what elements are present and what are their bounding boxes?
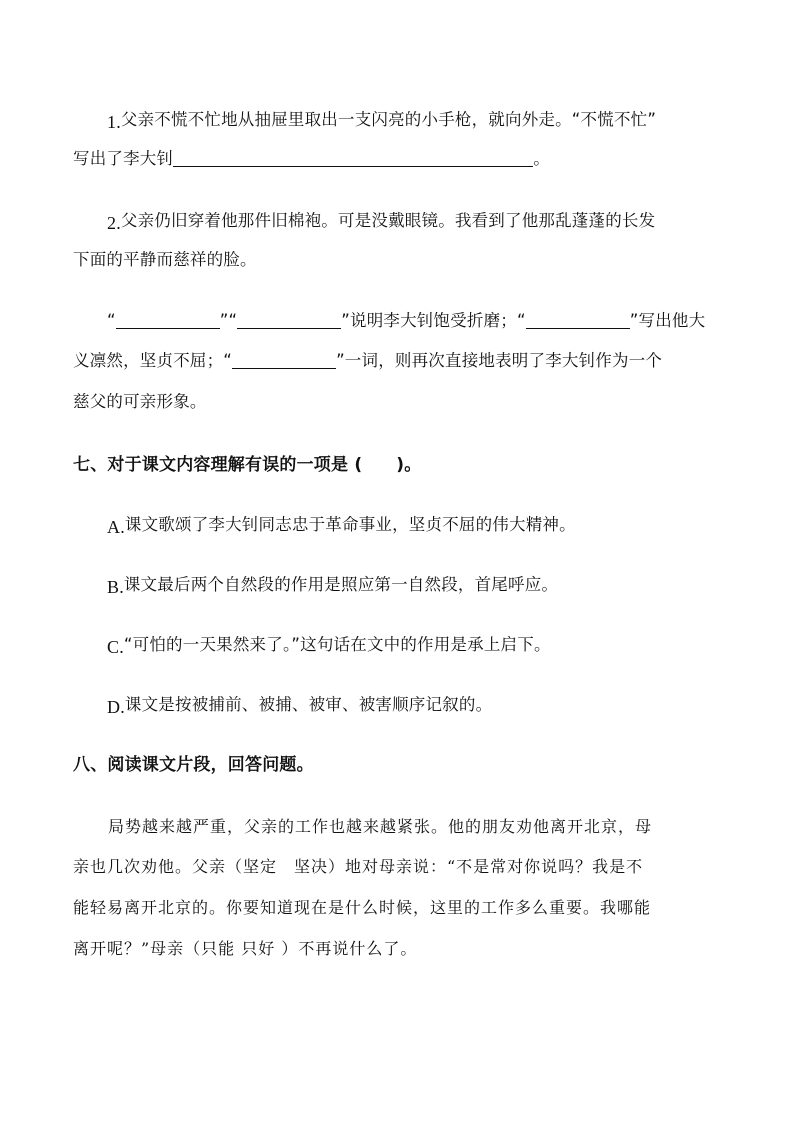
fill-text-2: ”写出他大 bbox=[629, 311, 706, 330]
option-a bbox=[107, 514, 576, 535]
option-d-text: 课文是按被捕前、被捕、被审、被害顺序记叙的。 bbox=[124, 695, 493, 714]
fill-quote-mid: ”“ bbox=[219, 311, 238, 330]
fill-blank-4[interactable] bbox=[232, 352, 336, 369]
fill-blank-1[interactable] bbox=[116, 312, 220, 329]
option-a-text: 课文歌颂了李大钊同志忠于革命事业，坚贞不屈的伟大精神。 bbox=[124, 515, 576, 534]
fill-text-4: ”一词，则再次直接地表明了李大钊作为一个 bbox=[336, 351, 663, 370]
fill-line1 bbox=[107, 311, 705, 331]
section8-title: 八、阅读课文片段，回答问题。 bbox=[73, 755, 314, 775]
q1-text: 父亲不慌不忙地从抽屉里取出一支闪亮的小手枪，就向外走。“不慌不忙” bbox=[120, 110, 657, 129]
fill-text-5: 慈父的可亲形象。 bbox=[73, 392, 207, 411]
option-b-letter: B. bbox=[107, 577, 124, 597]
q2-line1 bbox=[107, 210, 655, 231]
q1-line2 bbox=[73, 149, 550, 169]
q1-end: 。 bbox=[533, 149, 550, 168]
passage-line1: 局势越来越严重，父亲的工作也越来越紧张。他的朋友劝他离开北京，母 bbox=[108, 817, 653, 836]
q1-number: 1. bbox=[107, 112, 121, 132]
fill-quote-open: “ bbox=[107, 311, 116, 330]
option-d bbox=[107, 694, 492, 715]
passage-line4: 离开呢？”母亲（只能 只好 ）不再说什么了。 bbox=[73, 939, 418, 958]
fill-blank-2[interactable] bbox=[237, 312, 341, 329]
q2-text: 父亲仍旧穿着他那件旧棉袍。可是没戴眼镜。我看到了他那乱蓬蓬的长发 bbox=[120, 211, 656, 230]
section7-title-b: )。 bbox=[396, 455, 422, 475]
q2-line2 bbox=[73, 250, 257, 270]
q1-line1 bbox=[107, 109, 656, 130]
fill-blank-3[interactable] bbox=[526, 312, 630, 329]
fill-line3 bbox=[73, 392, 207, 412]
fill-line2 bbox=[73, 351, 662, 371]
q1-answer-blank[interactable] bbox=[173, 150, 533, 167]
option-c-text: “可怕的一天果然来了。”这句话在文中的作用是承上启下。 bbox=[123, 635, 551, 654]
option-d-letter: D. bbox=[107, 697, 125, 717]
option-b bbox=[107, 574, 558, 595]
section7-title-a: 七、对于课文内容理解有误的一项是 ( bbox=[73, 455, 363, 475]
option-c-letter: C. bbox=[107, 637, 124, 657]
option-a-letter: A. bbox=[107, 517, 125, 537]
option-c bbox=[107, 634, 551, 655]
q2-text2: 下面的平静而慈祥的脸。 bbox=[73, 250, 257, 269]
fill-text-3: 义凛然，坚贞不屈；“ bbox=[73, 351, 233, 370]
q2-number: 2. bbox=[107, 213, 121, 233]
section7-title bbox=[73, 455, 421, 475]
option-b-text: 课文最后两个自然段的作用是照应第一自然段，首尾呼应。 bbox=[123, 575, 559, 594]
fill-text-1: ”说明李大钊饱受折磨；“ bbox=[341, 311, 526, 330]
passage-line3: 能轻易离开北京的。你要知道现在是什么时候，这里的工作多么重要。我哪能 bbox=[73, 898, 652, 917]
passage-line2: 亲也几次劝他。父亲（坚定 坚决）地对母亲说：“不是常对你说吗？我是不 bbox=[73, 857, 644, 876]
q1-text2: 写出了李大钊 bbox=[73, 149, 174, 168]
